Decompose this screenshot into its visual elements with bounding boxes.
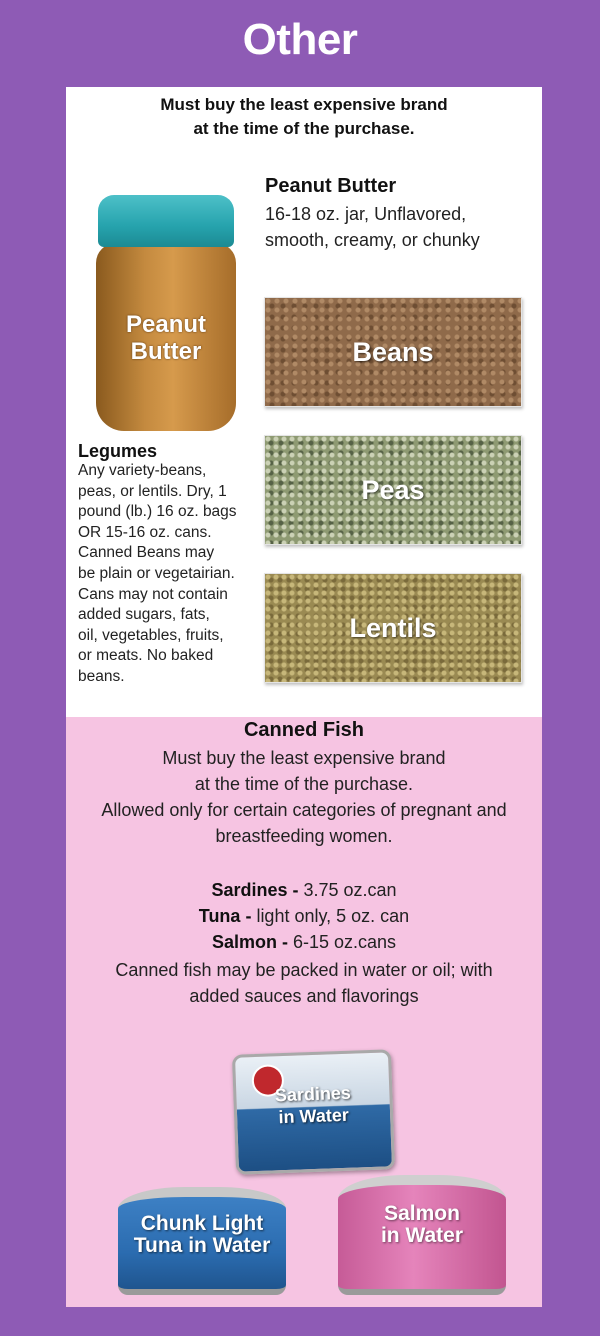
peanut-butter-jar-image bbox=[96, 195, 236, 431]
tuna-can-label-line-1: Chunk Light bbox=[140, 1212, 264, 1235]
peanut-butter-heading: Peanut Butter bbox=[265, 175, 397, 197]
peanut-legumes-panel bbox=[66, 87, 542, 717]
jar-label-line-1: Peanut bbox=[125, 311, 206, 338]
tuna-rule-value: light only, 5 oz. can bbox=[251, 906, 410, 926]
sardines-can-label bbox=[236, 1080, 390, 1129]
salmon-can-label-line-2: in Water bbox=[380, 1224, 464, 1247]
legumes-desc-line: Canned Beans may bbox=[78, 544, 215, 562]
sardines-can-image bbox=[232, 1049, 395, 1174]
tuna-rule bbox=[66, 903, 542, 929]
jar-label-line-2: Butter bbox=[130, 338, 202, 365]
purchase-notice bbox=[66, 93, 542, 141]
peanut-butter-description bbox=[265, 201, 525, 253]
tuna-can-label-line-2: Tuna in Water bbox=[133, 1234, 271, 1257]
canned-fish-heading: Canned Fish bbox=[243, 719, 364, 741]
sardines-rule bbox=[66, 877, 542, 903]
jar-lid bbox=[98, 195, 234, 247]
fish-allowed-line-1: Allowed only for certain categories of pregnant and bbox=[101, 800, 507, 820]
legumes-desc-line: Cans may not contain bbox=[78, 585, 228, 603]
packing-line-1: Canned fish may be packed in water or oil; with bbox=[115, 960, 493, 980]
sardines-can-label-line-2: in Water bbox=[278, 1104, 350, 1128]
pb-desc-line-2: smooth, creamy, or chunky bbox=[265, 230, 480, 250]
salmon-rule bbox=[66, 929, 542, 955]
fish-notice-line-1: Must buy the least expensive brand bbox=[162, 748, 446, 768]
notice-line-2: at the time of the purchase. bbox=[193, 119, 415, 138]
legumes-heading: Legumes bbox=[78, 441, 158, 461]
legumes-description bbox=[78, 461, 258, 688]
packing-line-2: added sauces and flavorings bbox=[189, 986, 419, 1006]
salmon-can-label-line-1: Salmon bbox=[384, 1202, 460, 1225]
tuna-rule-label: Tuna - bbox=[198, 906, 252, 926]
legumes-desc-line: pound (lb.) 16 oz. bags bbox=[78, 503, 237, 521]
legumes-desc-line: added sugars, fats, bbox=[78, 606, 210, 624]
notice-line-1: Must buy the least expensive brand bbox=[160, 95, 448, 114]
peas-bag-image bbox=[264, 435, 522, 545]
salmon-rule-value: 6-15 oz.cans bbox=[287, 932, 397, 952]
legumes-desc-line: or meats. No baked bbox=[78, 647, 214, 665]
sardines-can-label-line-1: Sardines bbox=[274, 1082, 352, 1106]
beans-bag-image bbox=[264, 297, 522, 407]
sardines-rule-value: 3.75 oz.can bbox=[298, 880, 397, 900]
pb-desc-line-1: 16-18 oz. jar, Unflavored, bbox=[265, 204, 467, 224]
salmon-rule-label: Salmon - bbox=[211, 932, 288, 952]
legumes-desc-line: oil, vegetables, fruits, bbox=[78, 626, 224, 644]
sardines-rule-label: Sardines - bbox=[211, 880, 299, 900]
lentils-bag-label: Lentils bbox=[349, 613, 437, 643]
legumes-desc-line: beans. bbox=[78, 667, 125, 685]
salmon-can-image bbox=[338, 1175, 506, 1295]
fish-allowed-line-2: breastfeeding women. bbox=[215, 826, 393, 846]
lentils-bag-image bbox=[264, 573, 522, 683]
tuna-can-label bbox=[118, 1213, 286, 1257]
page-title: Other bbox=[242, 15, 358, 64]
legumes-desc-line: OR 15-16 oz. cans. bbox=[78, 523, 212, 541]
tuna-can-image bbox=[118, 1187, 286, 1295]
legumes-desc-line: be plain or vegetairian. bbox=[78, 564, 235, 582]
salmon-can-label bbox=[338, 1203, 506, 1247]
peas-bag-label: Peas bbox=[361, 475, 425, 505]
beans-bag-label: Beans bbox=[352, 337, 434, 367]
jar-label bbox=[96, 311, 236, 365]
legumes-desc-line: peas, or lentils. Dry, 1 bbox=[78, 482, 227, 500]
legumes-desc-line: Any variety-beans, bbox=[78, 462, 207, 479]
fish-notice-line-2: at the time of the purchase. bbox=[194, 774, 414, 794]
canned-fish-panel bbox=[66, 717, 542, 1307]
